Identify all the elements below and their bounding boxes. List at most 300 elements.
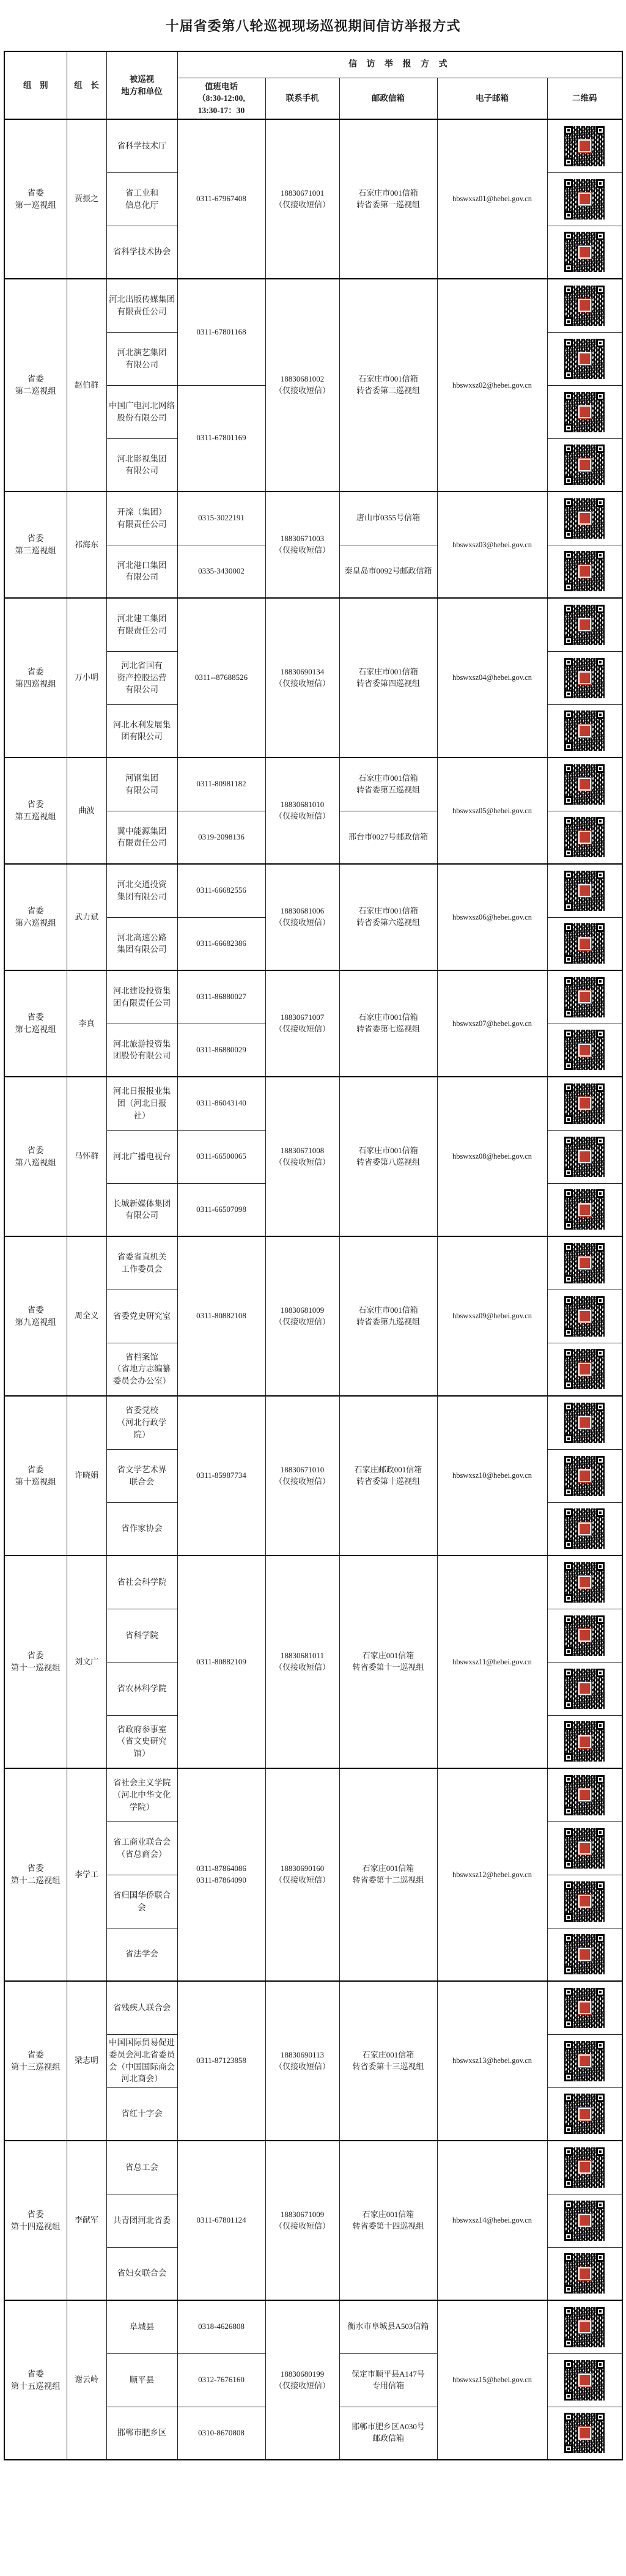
unit-cell: 河北交通投资 集团有限公司 — [106, 864, 177, 917]
table-row — [4, 279, 622, 332]
qr-code-image — [564, 817, 605, 857]
email-cell: hbswxsz12@hebei.gov.cn — [437, 1768, 547, 1981]
unit-cell: 共青团河北省委 — [106, 2194, 177, 2247]
qr-finder-icon — [564, 1061, 573, 1070]
qr-code-image — [564, 1083, 605, 1124]
group-name-cell: 省委 第八巡视组 — [4, 1077, 67, 1236]
hebei-logo-icon — [578, 299, 591, 312]
duty-phone-cell: 0318-4626808 — [177, 2300, 265, 2353]
hebei-logo-icon — [578, 1097, 591, 1110]
mobile-cell: 18830690134 （仅接收短信） — [265, 598, 339, 758]
hebei-logo-icon — [578, 2427, 591, 2440]
duty-phone-cell: 0311-67801168 — [177, 279, 265, 385]
mobile-cell: 18830690113 （仅接收短信） — [265, 1981, 339, 2141]
hebei-logo-icon — [578, 139, 591, 152]
qr-finder-icon — [564, 1775, 573, 1784]
hebei-logo-icon — [578, 1522, 591, 1535]
hebei-logo-icon — [578, 2267, 591, 2280]
group-name-cell: 省委 第十三巡视组 — [4, 1981, 67, 2141]
mailbox-cell: 石家庄001信箱 转省委第十二巡视组 — [339, 1768, 437, 1981]
qr-code-image — [564, 710, 605, 751]
qr-finder-icon — [596, 1083, 605, 1092]
hebei-logo-icon — [578, 1203, 591, 1216]
qr-finder-icon — [596, 1403, 605, 1411]
qr-code-image — [564, 1615, 605, 1656]
unit-cell: 河北建设投资集 团有限责任公司 — [106, 970, 177, 1024]
mailbox-cell: 邢台市0027号邮政信箱 — [339, 811, 437, 864]
qr-code-image — [564, 551, 605, 591]
mailbox-cell: 衡水市阜城县A503信箱 — [339, 2300, 437, 2353]
unit-cell: 省总工会 — [106, 2141, 177, 2194]
mailbox-cell: 石家庄市001信箱 转省委第九巡视组 — [339, 1236, 437, 1396]
leader-cell: 李学工 — [67, 1768, 106, 1981]
email-cell: hbswxsz03@hebei.gov.cn — [437, 492, 547, 598]
duty-phone-cell: 0311-80882109 — [177, 1556, 265, 1768]
qr-finder-icon — [564, 849, 573, 857]
mailbox-cell: 保定市顺平县A147号 专用信箱 — [339, 2353, 437, 2407]
unit-cell: 省社会科学院 — [106, 1556, 177, 1609]
group-name-cell: 省委 第十一巡视组 — [4, 1556, 67, 1768]
mailbox-cell: 石家庄001信箱 转省委第十一巡视组 — [339, 1556, 437, 1768]
group-name-cell: 省委 第十五巡视组 — [4, 2300, 67, 2460]
qr-finder-icon — [564, 1168, 573, 1177]
hebei-logo-icon — [578, 193, 591, 205]
mailbox-cell: 唐山市0355号信箱 — [339, 492, 437, 545]
email-cell: hbswxsz08@hebei.gov.cn — [437, 1077, 547, 1236]
hebei-logo-icon — [578, 2374, 591, 2386]
unit-cell: 长城新媒体集团 有限公司 — [106, 1183, 177, 1236]
qr-code-image — [564, 2201, 605, 2241]
group-name-cell: 省委 第十四巡视组 — [4, 2141, 67, 2300]
qr-finder-icon — [564, 2285, 573, 2294]
qr-cell — [547, 811, 622, 864]
hebei-logo-icon — [578, 1948, 591, 1961]
qr-finder-icon — [564, 955, 573, 964]
unit-cell: 省政府参事室 （省文史研究 馆） — [106, 1715, 177, 1768]
group-name-cell: 省委 第四巡视组 — [4, 598, 67, 758]
qr-code-image — [564, 1934, 605, 1974]
qr-cell — [547, 1502, 622, 1556]
hebei-logo-icon — [578, 1363, 591, 1376]
email-cell: hbswxsz07@hebei.gov.cn — [437, 970, 547, 1077]
leader-cell: 曲波 — [67, 758, 106, 864]
qr-finder-icon — [564, 1562, 573, 1571]
qr-finder-icon — [564, 1221, 573, 1230]
qr-finder-icon — [564, 1030, 573, 1038]
qr-finder-icon — [596, 1137, 605, 1145]
mailbox-cell: 邯郸市肥乡区A030号 邮政信箱 — [339, 2407, 437, 2460]
qr-finder-icon — [564, 179, 573, 188]
leader-cell: 梁志明 — [67, 1981, 106, 2141]
unit-cell: 省文学艺术界 联合会 — [106, 1449, 177, 1502]
qr-cell — [547, 332, 622, 385]
unit-cell: 省妇女联合会 — [106, 2247, 177, 2300]
leader-cell: 赵伯群 — [67, 279, 106, 492]
qr-finder-icon — [564, 264, 573, 272]
hebei-logo-icon — [578, 831, 591, 844]
qr-code-image — [564, 658, 605, 698]
qr-finder-icon — [564, 1721, 573, 1730]
mailbox-cell: 石家庄市001信箱 转省委第七巡视组 — [339, 970, 437, 1077]
leader-cell: 刘文广 — [67, 1556, 106, 1768]
leader-cell: 李献军 — [67, 2141, 106, 2300]
qr-cell — [547, 1024, 622, 1077]
qr-finder-icon — [564, 2339, 573, 2347]
qr-code-image — [564, 2147, 605, 2188]
qr-finder-icon — [596, 977, 605, 986]
duty-phone-cell: 0311-86880027 — [177, 970, 265, 1024]
qr-finder-icon — [564, 637, 573, 645]
header-email-col: 电子邮箱 — [437, 78, 547, 120]
hebei-logo-icon — [578, 1842, 591, 1854]
qr-finder-icon — [564, 445, 573, 453]
qr-finder-icon — [596, 2307, 605, 2316]
qr-cell — [547, 2247, 622, 2300]
qr-finder-icon — [564, 1988, 573, 1996]
mobile-cell: 18830671003 （仅接收短信） — [265, 492, 339, 598]
qr-finder-icon — [564, 1881, 573, 1890]
mailbox-cell: 石家庄001信箱 转省委第十四巡视组 — [339, 2141, 437, 2300]
qr-finder-icon — [596, 1934, 605, 1943]
unit-cell: 河北水利发展集 团有限公司 — [106, 704, 177, 758]
qr-code-image — [564, 923, 605, 964]
qr-code-image — [564, 1189, 605, 1230]
unit-cell: 中国国际贸易促进 委员会河北省委员 会（中国国际商会 河北商会） — [106, 2034, 177, 2087]
hebei-logo-icon — [578, 2320, 591, 2333]
qr-finder-icon — [564, 1137, 573, 1145]
qr-finder-icon — [596, 605, 605, 613]
table-row — [4, 758, 622, 811]
table-header — [4, 51, 622, 119]
qr-cell — [547, 1715, 622, 1768]
qr-finder-icon — [596, 445, 605, 453]
qr-cell — [547, 1556, 622, 1609]
qr-finder-icon — [564, 2179, 573, 2188]
qr-finder-icon — [564, 2201, 573, 2209]
qr-code-image — [564, 498, 605, 539]
table-row — [4, 1981, 622, 2034]
qr-finder-icon — [596, 1562, 605, 1571]
unit-cell: 河北演艺集团 有限公司 — [106, 332, 177, 385]
hebei-logo-icon — [578, 1576, 591, 1589]
qr-finder-icon — [564, 1594, 573, 1603]
mobile-cell: 18830671009 （仅接收短信） — [265, 2141, 339, 2300]
duty-phone-cell: 0311-66500065 — [177, 1130, 265, 1183]
leader-cell: 谢云岭 — [67, 2300, 106, 2460]
duty-phone-cell: 0311-85987734 — [177, 1396, 265, 1556]
qr-finder-icon — [596, 2360, 605, 2369]
qr-finder-icon — [564, 902, 573, 911]
qr-finder-icon — [564, 658, 573, 666]
qr-cell — [547, 2087, 622, 2141]
qr-code-image — [564, 1296, 605, 1337]
qr-finder-icon — [564, 2307, 573, 2316]
qr-finder-icon — [596, 1189, 605, 1198]
hebei-logo-icon — [578, 2214, 591, 2227]
qr-code-image — [564, 1988, 605, 2028]
qr-finder-icon — [564, 977, 573, 986]
qr-finder-icon — [564, 2360, 573, 2369]
unit-cell: 顺平县 — [106, 2353, 177, 2407]
qr-cell — [547, 2300, 622, 2353]
group-name-cell: 省委 第九巡视组 — [4, 1236, 67, 1396]
duty-phone-cell: 0311-80981182 — [177, 758, 265, 811]
qr-cell — [547, 1662, 622, 1715]
duty-phone-cell: 0312-7676160 — [177, 2353, 265, 2407]
qr-finder-icon — [564, 1860, 573, 1869]
qr-finder-icon — [564, 2073, 573, 2081]
qr-code-image — [564, 2253, 605, 2294]
hebei-logo-icon — [578, 671, 591, 684]
qr-finder-icon — [564, 2020, 573, 2028]
leader-cell: 武力斌 — [67, 864, 106, 970]
qr-code-image — [564, 445, 605, 485]
unit-cell: 河北旅游投资集 团股份有限公司 — [106, 1024, 177, 1077]
header-duty-phone-col: 值班电话 （8:30-12:00, 13:30-17：30 — [177, 78, 265, 120]
mobile-cell: 18830690160 （仅接收短信） — [265, 1768, 339, 1981]
qr-cell — [547, 172, 622, 226]
qr-finder-icon — [596, 1669, 605, 1677]
qr-finder-icon — [564, 871, 573, 879]
hebei-logo-icon — [578, 1257, 591, 1269]
unit-cell: 省农林科学院 — [106, 1662, 177, 1715]
qr-finder-icon — [596, 179, 605, 188]
group-name-cell: 省委 第五巡视组 — [4, 758, 67, 864]
qr-code-image — [564, 1030, 605, 1070]
qr-finder-icon — [564, 1403, 573, 1411]
qr-finder-icon — [564, 158, 573, 166]
hebei-logo-icon — [578, 1150, 591, 1163]
mobile-cell: 18830681006 （仅接收短信） — [265, 864, 339, 970]
mailbox-cell: 石家庄邮政001信箱 转省委第十巡视组 — [339, 1396, 437, 1556]
unit-cell: 河北日报报业集 团（河北日报 社） — [106, 1077, 177, 1130]
qr-code-image — [564, 1456, 605, 1496]
qr-cell — [547, 704, 622, 758]
hebei-logo-icon — [578, 565, 591, 578]
qr-finder-icon — [564, 583, 573, 591]
duty-phone-cell: 0311--87688526 — [177, 598, 265, 758]
qr-finder-icon — [564, 2147, 573, 2156]
qr-finder-icon — [564, 2413, 573, 2421]
hebei-logo-icon — [578, 1895, 591, 1908]
duty-phone-cell: 0311-67801169 — [177, 385, 265, 492]
qr-finder-icon — [564, 1328, 573, 1337]
hebei-logo-icon — [578, 1629, 591, 1642]
qr-finder-icon — [564, 2232, 573, 2241]
group-name-cell: 省委 第十巡视组 — [4, 1396, 67, 1556]
email-cell: hbswxsz14@hebei.gov.cn — [437, 2141, 547, 2300]
qr-finder-icon — [564, 710, 573, 719]
unit-cell: 省归国华侨联合 会 — [106, 1875, 177, 1928]
qr-finder-icon — [564, 424, 573, 432]
mobile-cell: 18830681010 （仅接收短信） — [265, 758, 339, 864]
qr-code-image — [564, 1137, 605, 1177]
qr-finder-icon — [596, 126, 605, 135]
qr-finder-icon — [596, 658, 605, 666]
unit-cell: 中国广电河北网络股份有限公司 — [106, 385, 177, 438]
qr-finder-icon — [564, 339, 573, 347]
page-title: 十届省委第八轮巡视现场巡视期间信访举报方式 — [165, 18, 461, 34]
qr-finder-icon — [596, 923, 605, 932]
duty-phone-cell: 0311-80882108 — [177, 1236, 265, 1396]
leader-cell: 万小明 — [67, 598, 106, 758]
email-cell: hbswxsz05@hebei.gov.cn — [437, 758, 547, 864]
table-row — [4, 1236, 622, 1290]
table-row — [4, 2300, 622, 2353]
email-cell: hbswxsz13@hebei.gov.cn — [437, 1981, 547, 2141]
mailbox-cell: 石家庄001信箱 转省委第十三巡视组 — [339, 1981, 437, 2141]
qr-cell — [547, 2034, 622, 2087]
unit-cell: 冀中能源集团 有限责任公司 — [106, 811, 177, 864]
qr-finder-icon — [564, 1381, 573, 1389]
qr-finder-icon — [596, 871, 605, 879]
email-cell: hbswxsz04@hebei.gov.cn — [437, 598, 547, 758]
table-row — [4, 1077, 622, 1130]
unit-cell: 河北广播电视台 — [106, 1130, 177, 1183]
qr-cell — [547, 1768, 622, 1821]
qr-finder-icon — [596, 232, 605, 240]
qr-finder-icon — [564, 498, 573, 507]
qr-finder-icon — [564, 476, 573, 485]
qr-finder-icon — [596, 710, 605, 719]
unit-cell: 开滦（集团） 有限责任公司 — [106, 492, 177, 545]
header-methods-col: 信 访 举 报 方 式 — [177, 51, 622, 78]
hebei-logo-icon — [578, 1788, 591, 1801]
qr-finder-icon — [564, 2094, 573, 2102]
mobile-cell: 18830671008 （仅接收短信） — [265, 1077, 339, 1236]
qr-code-image — [564, 2041, 605, 2081]
group-name-cell: 省委 第二巡视组 — [4, 279, 67, 492]
qr-code-image — [564, 605, 605, 645]
qr-finder-icon — [564, 551, 573, 559]
qr-finder-icon — [564, 1615, 573, 1624]
hebei-logo-icon — [578, 1735, 591, 1748]
qr-finder-icon — [564, 1828, 573, 1837]
unit-cell: 邯郸市肥乡区 — [106, 2407, 177, 2460]
leader-cell: 许晓娟 — [67, 1396, 106, 1556]
qr-code-image — [564, 1881, 605, 1922]
duty-phone-cell: 0311-86880029 — [177, 1024, 265, 1077]
hebei-logo-icon — [578, 937, 591, 950]
qr-finder-icon — [564, 1700, 573, 1709]
group-name-cell: 省委 第十二巡视组 — [4, 1768, 67, 1981]
qr-finder-icon — [564, 2392, 573, 2401]
notice-page — [4, 0, 622, 2471]
qr-finder-icon — [564, 1243, 573, 1252]
qr-finder-icon — [564, 1966, 573, 1974]
qr-cell — [547, 545, 622, 598]
qr-finder-icon — [564, 2253, 573, 2262]
leader-cell: 贾振之 — [67, 119, 106, 279]
qr-code-image — [564, 2360, 605, 2401]
table-row — [4, 492, 622, 545]
qr-cell — [547, 598, 622, 651]
qr-cell — [547, 2141, 622, 2194]
header-mailbox-col: 邮政信箱 — [339, 78, 437, 120]
qr-cell — [547, 1821, 622, 1875]
qr-code-image — [564, 1775, 605, 1815]
qr-finder-icon — [564, 1083, 573, 1092]
mailbox-cell: 石家庄市001信箱 转省委第五巡视组 — [339, 758, 437, 811]
unit-cell: 省社会主义学院 （河北中华文化 学院） — [106, 1768, 177, 1821]
duty-phone-cell: 0311-66507098 — [177, 1183, 265, 1236]
hebei-logo-icon — [578, 1682, 591, 1695]
hebei-logo-icon — [578, 2001, 591, 2014]
group-name-cell: 省委 第七巡视组 — [4, 970, 67, 1077]
qr-finder-icon — [596, 2147, 605, 2156]
unit-cell: 省残疾人联合会 — [106, 1981, 177, 2034]
duty-phone-cell: 0311-66682556 — [177, 864, 265, 917]
header-qr-col: 二维码 — [547, 78, 622, 120]
qr-cell — [547, 2353, 622, 2407]
qr-finder-icon — [564, 1753, 573, 1762]
qr-cell — [547, 119, 622, 172]
qr-finder-icon — [564, 2125, 573, 2134]
table-row — [4, 970, 622, 1024]
qr-code-image — [564, 232, 605, 272]
email-cell: hbswxsz15@hebei.gov.cn — [437, 2300, 547, 2460]
header-unit-col: 被巡视 地方和单位 — [106, 51, 177, 119]
qr-finder-icon — [564, 2445, 573, 2453]
qr-finder-icon — [564, 1456, 573, 1464]
hebei-logo-icon — [578, 2108, 591, 2120]
qr-cell — [547, 385, 622, 438]
qr-cell — [547, 1396, 622, 1449]
qr-code-image — [564, 1243, 605, 1283]
mailbox-cell: 石家庄市001信箱 转省委第一巡视组 — [339, 119, 437, 279]
qr-finder-icon — [596, 1615, 605, 1624]
hebei-logo-icon — [578, 459, 591, 471]
qr-cell — [547, 864, 622, 917]
mailbox-cell: 石家庄市001信箱 转省委第四巡视组 — [339, 598, 437, 758]
leader-cell: 祁海东 — [67, 492, 106, 598]
unit-cell: 省红十字会 — [106, 2087, 177, 2141]
qr-finder-icon — [596, 1296, 605, 1305]
hebei-logo-icon — [578, 1310, 591, 1323]
duty-phone-cell: 0311-67967408 — [177, 119, 265, 279]
qr-cell — [547, 970, 622, 1024]
qr-finder-icon — [596, 1828, 605, 1837]
qr-cell — [547, 758, 622, 811]
qr-finder-icon — [596, 1243, 605, 1252]
qr-code-image — [564, 2094, 605, 2134]
leader-cell: 周全义 — [67, 1236, 106, 1396]
unit-cell: 河北港口集团 有限公司 — [106, 545, 177, 598]
qr-cell — [547, 1875, 622, 1928]
mobile-cell: 18830671001 （仅接收短信） — [265, 119, 339, 279]
unit-cell: 省科学院 — [106, 1609, 177, 1662]
table-body — [4, 119, 622, 2460]
qr-cell — [547, 1928, 622, 1981]
qr-cell — [547, 1236, 622, 1290]
qr-finder-icon — [596, 286, 605, 294]
qr-finder-icon — [596, 2253, 605, 2262]
qr-finder-icon — [596, 2413, 605, 2421]
unit-cell: 河北出版传媒集团有限责任公司 — [106, 279, 177, 332]
qr-finder-icon — [564, 1296, 573, 1305]
qr-code-image — [564, 2307, 605, 2347]
email-cell: hbswxsz01@hebei.gov.cn — [437, 119, 547, 279]
mailbox-cell: 石家庄市001信箱 转省委第八巡视组 — [339, 1077, 437, 1236]
duty-phone-cell: 0335-3430002 — [177, 545, 265, 598]
qr-cell — [547, 1183, 622, 1236]
mobile-cell: 18830681009 （仅接收短信） — [265, 1236, 339, 1396]
qr-cell — [547, 438, 622, 492]
unit-cell: 省工业和 信息化厅 — [106, 172, 177, 226]
unit-cell: 河北建工集团 有限责任公司 — [106, 598, 177, 651]
email-cell: hbswxsz11@hebei.gov.cn — [437, 1556, 547, 1768]
qr-cell — [547, 1609, 622, 1662]
